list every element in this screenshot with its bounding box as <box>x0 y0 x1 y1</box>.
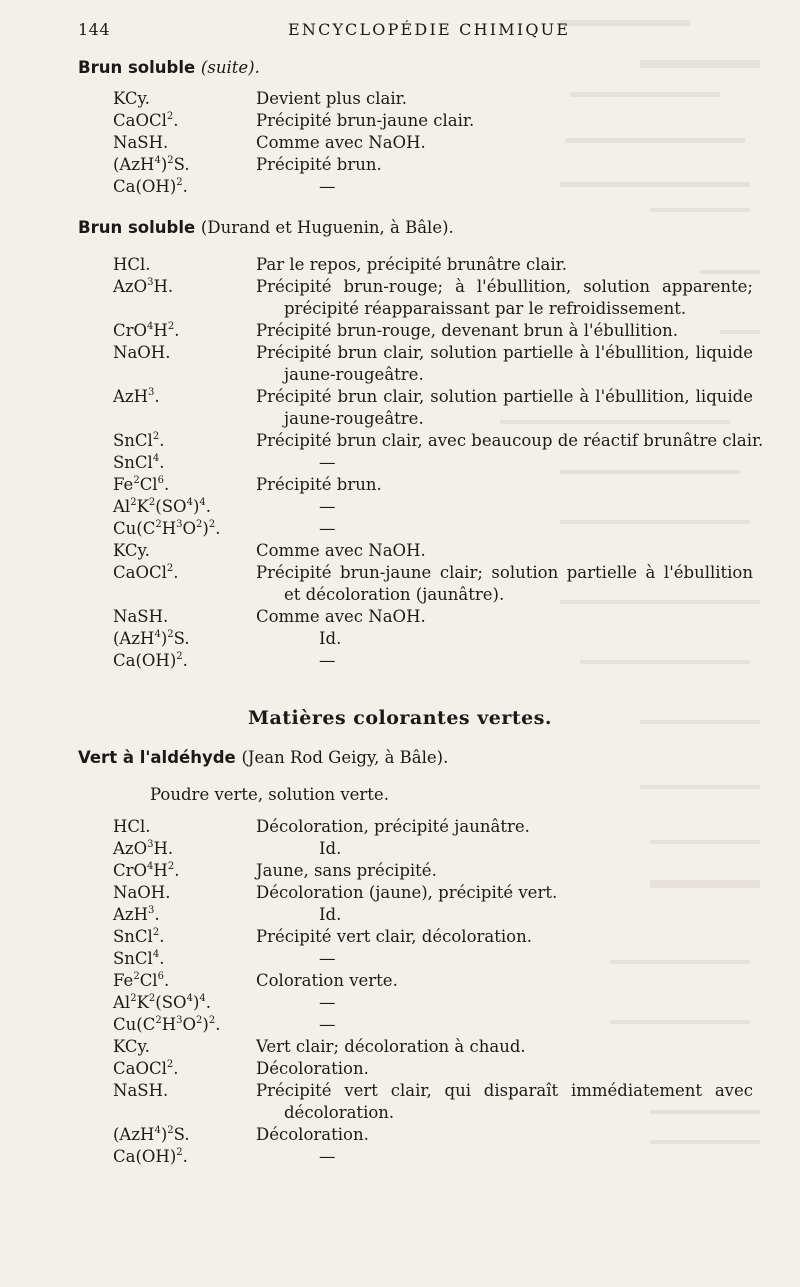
reaction-result <box>256 650 756 672</box>
table-row <box>113 992 758 1014</box>
reaction-result <box>256 132 756 154</box>
reagent-formula: SnCl$^4$. <box>113 948 165 968</box>
reaction-result <box>256 88 756 110</box>
section-title: Brun soluble <box>78 218 196 237</box>
table-row <box>113 132 758 154</box>
reagent-formula: CaOCl$^2$. <box>113 110 179 130</box>
reaction-result <box>256 276 756 320</box>
reaction-result <box>256 1036 756 1058</box>
reaction-result-continuation: jaune-rougeâtre. <box>284 409 424 428</box>
reagent-formula: Ca(OH)$^2$. <box>113 650 188 670</box>
reaction-result-text: — <box>319 497 336 516</box>
reaction-result <box>256 452 756 474</box>
table-row <box>113 342 758 386</box>
reagent-formula: NaOH. <box>113 343 171 362</box>
reaction-result-text: Id. <box>319 905 342 924</box>
reaction-result <box>256 1058 756 1080</box>
reaction-result-text: Précipité brun-jaune clair; solution partielle à l'ébullition <box>256 563 753 582</box>
table-row <box>113 1014 758 1036</box>
table-row <box>113 816 758 838</box>
reaction-result-continuation: précipité réapparaissant par le refroidissement. <box>284 299 687 318</box>
reagent-formula: $CrO^4H^2$. <box>113 860 180 880</box>
reaction-result <box>256 386 756 430</box>
reaction-result-text: Vert clair; décoloration à chaud. <box>256 1037 526 1056</box>
reaction-result-text: Id. <box>319 629 342 648</box>
reaction-result <box>256 1146 756 1168</box>
reaction-result-text: Précipité vert clair, qui disparaît immédiatement avec <box>256 1081 753 1100</box>
table-row <box>113 838 758 860</box>
reaction-result <box>256 860 756 882</box>
reaction-result <box>256 562 756 606</box>
section-subtitle: (Durand et Huguenin, à Bâle). <box>200 218 454 237</box>
reaction-result-text: Décoloration. <box>256 1059 369 1078</box>
table-row <box>113 452 758 474</box>
reaction-result-text: Précipité brun clair, solution partielle à l'ébullition, liquide <box>256 343 753 362</box>
reaction-result-text: Précipité brun clair, solution partielle à l'ébullition, liquide <box>256 387 753 406</box>
reaction-result-text: Comme avec NaOH. <box>256 607 426 626</box>
section-subtitle: (Jean Rod Geigy, à Bâle). <box>241 748 449 767</box>
table-row <box>113 860 758 882</box>
reagent-formula: AzO$^3$H. <box>113 838 174 858</box>
section-heading <box>78 748 448 767</box>
intro-line: Poudre verte, solution verte. <box>150 785 389 804</box>
reaction-result-continuation: décoloration. <box>284 1103 395 1122</box>
section-heading <box>78 218 454 237</box>
table-row <box>113 970 758 992</box>
table-row <box>113 88 758 110</box>
reagent-formula: KCy. <box>113 89 150 108</box>
reagent-formula: CaOCl$^2$. <box>113 1058 179 1078</box>
reaction-result-text: — <box>319 453 336 472</box>
reaction-result-text: — <box>319 1147 336 1166</box>
reaction-result <box>256 904 756 926</box>
reagent-formula: Ca(OH)$^2$. <box>113 1146 188 1166</box>
reagent-formula: $(AzH^4)^2S$. <box>113 1124 190 1144</box>
reaction-result <box>256 496 756 518</box>
reaction-result-text: Id. <box>319 839 342 858</box>
reagent-formula: Fe$^2$Cl$^6$. <box>113 474 170 494</box>
reagent-formula: CaOCl$^2$. <box>113 562 179 582</box>
table-row <box>113 474 758 496</box>
table-row <box>113 1124 758 1146</box>
reaction-result <box>256 628 756 650</box>
table-row <box>113 628 758 650</box>
table-row <box>113 1058 758 1080</box>
reaction-result <box>256 816 756 838</box>
reaction-result-text: Précipité vert clair, décoloration. <box>256 927 532 946</box>
reagent-formula: HCl. <box>113 255 151 274</box>
reaction-result <box>256 110 756 132</box>
chapter-title: Matières colorantes vertes. <box>247 707 553 729</box>
reaction-result-text: Coloration verte. <box>256 971 398 990</box>
reagent-formula: AzO$^3$H. <box>113 276 174 296</box>
reaction-result <box>256 474 756 496</box>
table-row <box>113 1036 758 1058</box>
reaction-result-text: — <box>319 177 336 196</box>
table-row <box>113 154 758 176</box>
reaction-result <box>256 926 756 948</box>
reaction-result <box>256 1014 756 1036</box>
reagent-formula: $(AzH^4)^2S$. <box>113 154 190 174</box>
reaction-result-text: Précipité brun. <box>256 155 382 174</box>
reaction-result <box>256 970 756 992</box>
table-row <box>113 1080 758 1124</box>
section-heading <box>78 58 260 77</box>
reaction-result-text: Précipité brun-rouge; à l'ébullition, solution apparente; <box>256 277 753 296</box>
reagent-formula: AzH$^3$. <box>113 904 160 924</box>
reaction-result-text: Comme avec NaOH. <box>256 541 426 560</box>
table-row <box>113 562 758 606</box>
running-head <box>78 20 728 42</box>
reaction-result <box>256 342 756 386</box>
reaction-result <box>256 540 756 562</box>
table-row <box>113 904 758 926</box>
section-title: Brun soluble <box>78 58 196 77</box>
reaction-result-text: Précipité brun-jaune clair. <box>256 111 475 130</box>
reagent-formula: NaSH. <box>113 133 169 152</box>
reaction-result <box>256 882 756 904</box>
table-row <box>113 430 764 452</box>
table-row <box>113 518 758 540</box>
reagent-formula: SnCl$^2$. <box>113 430 165 450</box>
reaction-result <box>256 838 756 860</box>
reagent-formula: NaSH. <box>113 1081 169 1100</box>
table-row <box>113 606 758 628</box>
running-title: ENCYCLOPÉDIE CHIMIQUE <box>288 20 571 39</box>
reagent-formula: Ca(OH)$^2$. <box>113 176 188 196</box>
reagent-formula: Fe$^2$Cl$^6$. <box>113 970 170 990</box>
table-row <box>113 276 758 320</box>
reaction-result-text: Précipité brun. <box>256 475 382 494</box>
table-row <box>113 948 758 970</box>
reagent-formula: $Cu(C^2H^3O^2)^2$. <box>113 1014 221 1034</box>
reagent-formula: NaSH. <box>113 607 169 626</box>
reaction-result-text: — <box>319 651 336 670</box>
reaction-result-text: Décoloration (jaune), précipité vert. <box>256 883 558 902</box>
reaction-result <box>256 154 756 176</box>
reaction-result-text: Précipité brun clair, avec beaucoup de réactif brunâtre clair. <box>256 431 764 450</box>
reagent-formula: $Al^2K^2(SO^4)^4$. <box>113 992 211 1012</box>
reaction-result <box>256 992 756 1014</box>
table-row <box>113 882 758 904</box>
reagent-formula: AzH$^3$. <box>113 386 160 406</box>
reagent-formula: SnCl$^2$. <box>113 926 165 946</box>
reaction-result-text: Jaune, sans précipité. <box>256 861 437 880</box>
table-row <box>113 496 758 518</box>
reaction-result <box>256 1080 756 1124</box>
reaction-result <box>256 176 756 198</box>
reagent-formula: NaOH. <box>113 883 171 902</box>
reaction-result <box>256 1124 756 1146</box>
reaction-result-text: Par le repos, précipité brunâtre clair. <box>256 255 567 274</box>
reaction-result-text: — <box>319 993 336 1012</box>
table-row <box>113 110 758 132</box>
reaction-result <box>256 606 756 628</box>
table-row <box>113 176 758 198</box>
reaction-result-text: Devient plus clair. <box>256 89 407 108</box>
reaction-result <box>256 430 764 452</box>
table-row <box>113 386 758 430</box>
reaction-result-continuation: et décoloration (jaunâtre). <box>284 585 505 604</box>
reaction-result-text: Décoloration, précipité jaunâtre. <box>256 817 530 836</box>
reaction-result-text: Précipité brun-rouge, devenant brun à l'ébullition. <box>256 321 679 340</box>
table-row <box>113 540 758 562</box>
section-subtitle: (suite). <box>200 58 260 77</box>
reagent-formula: KCy. <box>113 541 150 560</box>
table-row <box>113 320 758 342</box>
reaction-result <box>256 254 756 276</box>
reagent-formula: SnCl$^4$. <box>113 452 165 472</box>
reaction-table <box>113 254 764 672</box>
table-row <box>113 926 758 948</box>
reagent-formula: $CrO^4H^2$. <box>113 320 180 340</box>
reagent-formula: $Cu(C^2H^3O^2)^2$. <box>113 518 221 538</box>
section-title: Vert à l'aldéhyde <box>78 748 236 767</box>
table-row <box>113 1146 758 1168</box>
page-number: 144 <box>78 20 111 39</box>
reagent-formula: $Al^2K^2(SO^4)^4$. <box>113 496 211 516</box>
reaction-table <box>113 816 758 1168</box>
reaction-result <box>256 320 756 342</box>
reagent-formula: KCy. <box>113 1037 150 1056</box>
reaction-result-continuation: jaune-rougeâtre. <box>284 365 424 384</box>
reaction-result-text: — <box>319 519 336 538</box>
reaction-result <box>256 948 756 970</box>
reaction-result <box>256 518 756 540</box>
reaction-result-text: Décoloration. <box>256 1125 369 1144</box>
reaction-result-text: — <box>319 1015 336 1034</box>
reagent-formula: $(AzH^4)^2S$. <box>113 628 190 648</box>
reaction-result-text: — <box>319 949 336 968</box>
table-row <box>113 254 758 276</box>
table-row <box>113 650 758 672</box>
reaction-table <box>113 88 758 198</box>
reagent-formula: HCl. <box>113 817 151 836</box>
reaction-result-text: Comme avec NaOH. <box>256 133 426 152</box>
